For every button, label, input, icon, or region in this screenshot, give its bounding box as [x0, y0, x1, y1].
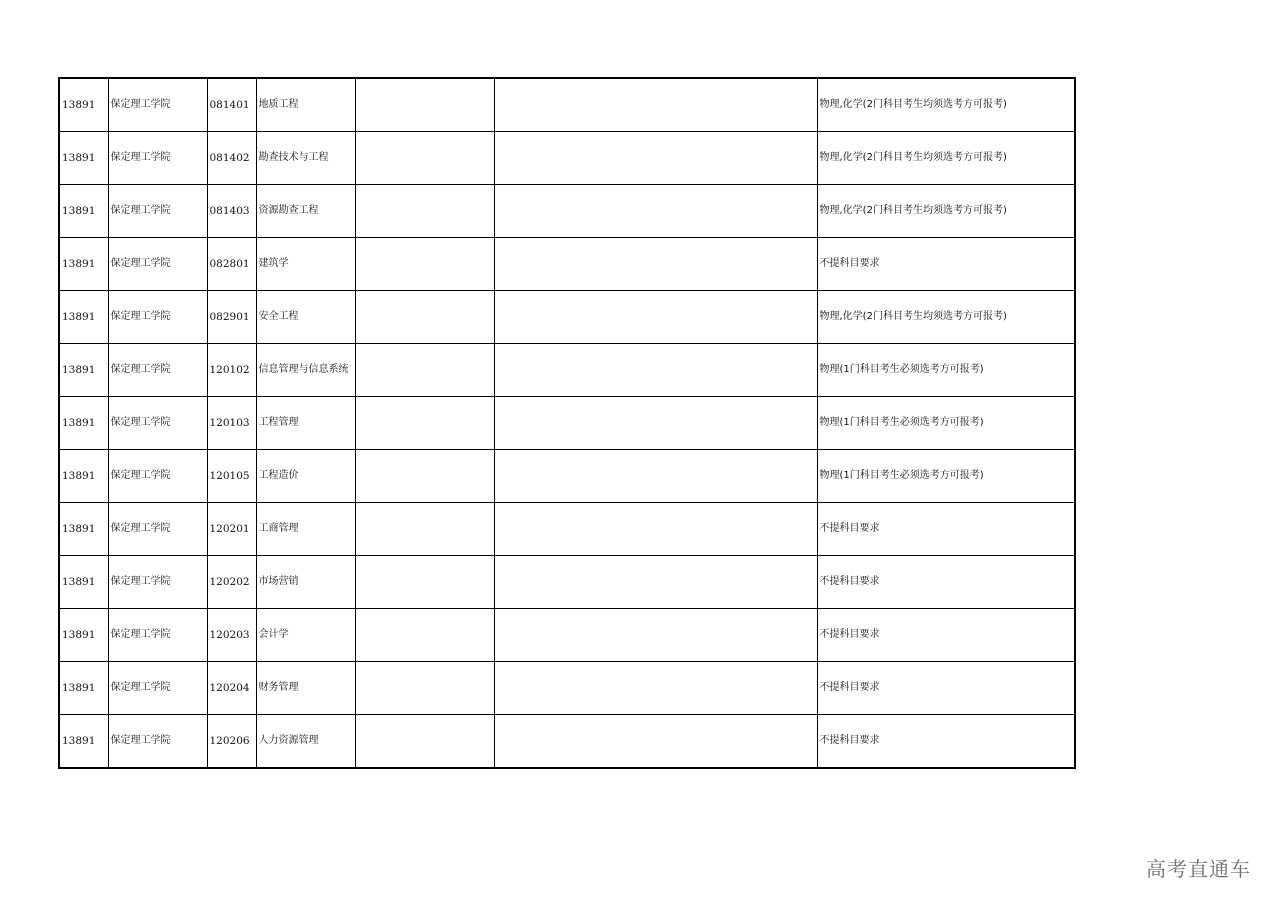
school-code-cell: 13891: [59, 397, 108, 450]
major-name-cell: 工程造价: [256, 450, 355, 503]
school-code-cell: 13891: [59, 344, 108, 397]
major-name-cell: 人力资源管理: [256, 715, 355, 769]
table-row: [59, 662, 1075, 715]
major-code-cell: 120103: [207, 397, 256, 450]
school-name-cell: 保定理工学院: [108, 132, 207, 185]
school-code-cell: 13891: [59, 238, 108, 291]
school-name-cell: 保定理工学院: [108, 344, 207, 397]
subject-requirement-cell: 物理,化学(2门科目考生均须选考方可报考): [817, 291, 1075, 344]
empty-cell: [494, 556, 817, 609]
table-body: [59, 78, 1075, 768]
school-name-cell: 保定理工学院: [108, 78, 207, 132]
empty-cell: [355, 397, 494, 450]
empty-cell: [355, 503, 494, 556]
school-code-cell: 13891: [59, 662, 108, 715]
school-code-cell: 13891: [59, 132, 108, 185]
major-name-cell: 安全工程: [256, 291, 355, 344]
school-code-cell: 13891: [59, 450, 108, 503]
empty-cell: [355, 450, 494, 503]
school-name-cell: 保定理工学院: [108, 450, 207, 503]
school-name-cell: 保定理工学院: [108, 291, 207, 344]
school-code-cell: 13891: [59, 503, 108, 556]
school-code-cell: 13891: [59, 185, 108, 238]
watermark-text: 高考直通车: [1146, 857, 1251, 881]
empty-cell: [355, 344, 494, 397]
major-code-cell: 081402: [207, 132, 256, 185]
major-code-cell: 082901: [207, 291, 256, 344]
subject-requirement-cell: 物理(1门科目考生必须选考方可报考): [817, 344, 1075, 397]
empty-cell: [355, 78, 494, 132]
major-code-cell: 120105: [207, 450, 256, 503]
major-name-cell: 地质工程: [256, 78, 355, 132]
school-code-cell: 13891: [59, 556, 108, 609]
major-name-cell: 会计学: [256, 609, 355, 662]
school-name-cell: 保定理工学院: [108, 185, 207, 238]
table-row: [59, 132, 1075, 185]
table-row: [59, 344, 1075, 397]
major-code-cell: 120201: [207, 503, 256, 556]
school-code-cell: 13891: [59, 715, 108, 769]
school-code-cell: 13891: [59, 78, 108, 132]
table-row: [59, 503, 1075, 556]
empty-cell: [355, 662, 494, 715]
major-code-cell: 081401: [207, 78, 256, 132]
school-code-cell: 13891: [59, 291, 108, 344]
empty-cell: [494, 185, 817, 238]
subject-requirement-cell: 物理(1门科目考生必须选考方可报考): [817, 397, 1075, 450]
school-code-cell: 13891: [59, 609, 108, 662]
major-name-cell: 工程管理: [256, 397, 355, 450]
empty-cell: [355, 132, 494, 185]
school-name-cell: 保定理工学院: [108, 715, 207, 769]
major-name-cell: 市场营销: [256, 556, 355, 609]
subject-requirements-table: [58, 77, 1076, 769]
empty-cell: [494, 662, 817, 715]
empty-cell: [355, 291, 494, 344]
table-row: [59, 78, 1075, 132]
empty-cell: [355, 609, 494, 662]
empty-cell: [355, 238, 494, 291]
major-code-cell: 082801: [207, 238, 256, 291]
table-row: [59, 609, 1075, 662]
table-row: [59, 238, 1075, 291]
subject-requirement-cell: 物理,化学(2门科目考生均须选考方可报考): [817, 185, 1075, 238]
major-code-cell: 120204: [207, 662, 256, 715]
subject-requirement-cell: 物理,化学(2门科目考生均须选考方可报考): [817, 78, 1075, 132]
empty-cell: [355, 556, 494, 609]
subject-requirement-cell: 不提科目要求: [817, 238, 1075, 291]
empty-cell: [494, 132, 817, 185]
major-name-cell: 信息管理与信息系统: [256, 344, 355, 397]
major-code-cell: 120206: [207, 715, 256, 769]
major-code-cell: 120203: [207, 609, 256, 662]
empty-cell: [494, 291, 817, 344]
subject-requirement-cell: 不提科目要求: [817, 662, 1075, 715]
table-row: [59, 397, 1075, 450]
table-row: [59, 715, 1075, 769]
empty-cell: [494, 715, 817, 769]
major-code-cell: 081403: [207, 185, 256, 238]
major-name-cell: 财务管理: [256, 662, 355, 715]
table-row: [59, 556, 1075, 609]
empty-cell: [494, 238, 817, 291]
subject-requirement-cell: 不提科目要求: [817, 609, 1075, 662]
subject-requirement-cell: 物理(1门科目考生必须选考方可报考): [817, 450, 1075, 503]
empty-cell: [494, 78, 817, 132]
subject-requirement-cell: 物理,化学(2门科目考生均须选考方可报考): [817, 132, 1075, 185]
subject-requirement-cell: 不提科目要求: [817, 715, 1075, 769]
major-name-cell: 工商管理: [256, 503, 355, 556]
empty-cell: [494, 397, 817, 450]
empty-cell: [494, 344, 817, 397]
subject-requirement-cell: 不提科目要求: [817, 503, 1075, 556]
table-row: [59, 450, 1075, 503]
empty-cell: [494, 450, 817, 503]
major-name-cell: 资源勘查工程: [256, 185, 355, 238]
school-name-cell: 保定理工学院: [108, 503, 207, 556]
empty-cell: [355, 185, 494, 238]
major-code-cell: 120202: [207, 556, 256, 609]
subject-requirement-cell: 不提科目要求: [817, 556, 1075, 609]
empty-cell: [494, 609, 817, 662]
school-name-cell: 保定理工学院: [108, 397, 207, 450]
major-code-cell: 120102: [207, 344, 256, 397]
empty-cell: [494, 503, 817, 556]
school-name-cell: 保定理工学院: [108, 662, 207, 715]
school-name-cell: 保定理工学院: [108, 609, 207, 662]
major-name-cell: 勘查技术与工程: [256, 132, 355, 185]
major-name-cell: 建筑学: [256, 238, 355, 291]
school-name-cell: 保定理工学院: [108, 556, 207, 609]
table-row: [59, 185, 1075, 238]
table-row: [59, 291, 1075, 344]
empty-cell: [355, 715, 494, 769]
school-name-cell: 保定理工学院: [108, 238, 207, 291]
